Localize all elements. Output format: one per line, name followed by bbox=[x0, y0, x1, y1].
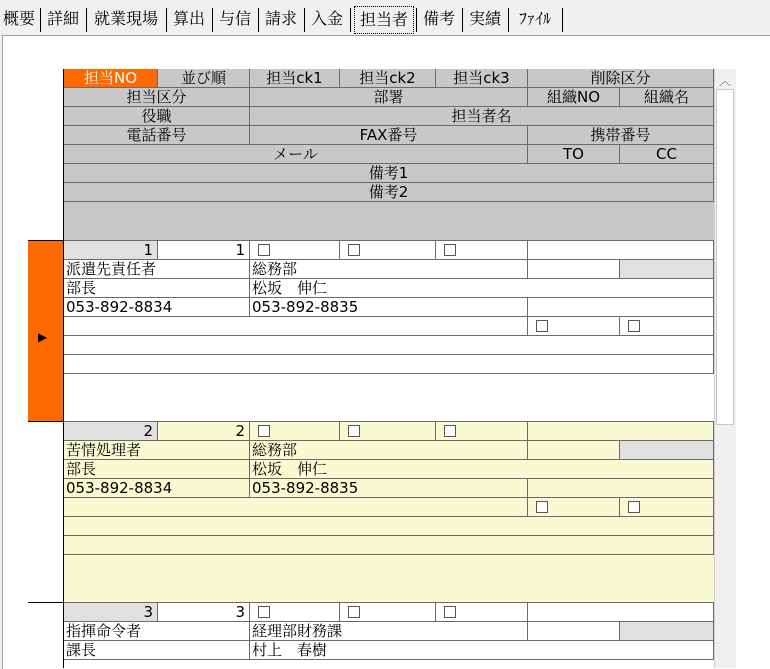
record-selector-2[interactable] bbox=[28, 422, 64, 603]
tab-separator bbox=[508, 8, 509, 32]
tab-separator bbox=[416, 8, 417, 32]
tab-separator bbox=[86, 8, 87, 32]
contact-name-cell[interactable]: 松坂 伸仁 bbox=[250, 460, 714, 479]
check1-checkbox[interactable] bbox=[258, 244, 270, 256]
notes1-cell[interactable] bbox=[64, 517, 714, 536]
tab-worksite[interactable]: 就業現場 bbox=[93, 9, 158, 28]
tab-contacts[interactable]: 担当者 bbox=[354, 6, 414, 34]
check3-cell bbox=[436, 422, 528, 441]
check1-checkbox[interactable] bbox=[258, 606, 270, 618]
contact-type-cell[interactable]: 指揮命令者 bbox=[64, 622, 250, 641]
header-contact-type[interactable]: 担当区分 bbox=[64, 88, 250, 107]
fax-cell[interactable]: 053-892-8835 bbox=[250, 479, 528, 498]
delete-type-cell[interactable] bbox=[528, 422, 714, 441]
header-corner bbox=[28, 69, 64, 241]
record-selector-1[interactable] bbox=[28, 241, 64, 422]
header-department[interactable]: 部署 bbox=[250, 88, 528, 107]
check1-cell bbox=[250, 241, 340, 260]
header-check3[interactable]: 担当ck3 bbox=[436, 69, 528, 88]
cc-checkbox[interactable] bbox=[628, 501, 640, 513]
cc-checkbox[interactable] bbox=[628, 320, 640, 332]
header-notes2[interactable]: 備考2 bbox=[64, 183, 714, 202]
tab-separator bbox=[258, 8, 259, 32]
check1-cell bbox=[250, 603, 340, 622]
to-checkbox[interactable] bbox=[536, 320, 548, 332]
notes2-cell[interactable] bbox=[64, 536, 714, 555]
check1-checkbox[interactable] bbox=[258, 425, 270, 437]
department-cell[interactable]: 経理部財務課 bbox=[250, 622, 528, 641]
header-spacer bbox=[64, 202, 714, 241]
record-order[interactable]: 3 bbox=[158, 603, 250, 622]
check3-cell bbox=[436, 241, 528, 260]
record-spacer bbox=[64, 555, 714, 603]
contact-name-cell[interactable]: 松坂 伸仁 bbox=[250, 279, 714, 298]
check2-checkbox[interactable] bbox=[348, 244, 360, 256]
tab-details[interactable]: 詳細 bbox=[46, 9, 79, 28]
tab-file[interactable]: ﾌｧｲﾙ bbox=[518, 9, 551, 28]
position-cell[interactable]: 課長 bbox=[64, 641, 250, 660]
check3-checkbox[interactable] bbox=[444, 244, 456, 256]
contact-type-cell[interactable]: 派遣先責任者 bbox=[64, 260, 250, 279]
check2-cell bbox=[340, 241, 436, 260]
cc-cell bbox=[620, 317, 714, 336]
header-check1[interactable]: 担当ck1 bbox=[250, 69, 340, 88]
header-delete-type[interactable]: 削除区分 bbox=[528, 69, 714, 88]
record-order[interactable]: 2 bbox=[158, 422, 250, 441]
record-no: 2 bbox=[64, 422, 158, 441]
check2-checkbox[interactable] bbox=[348, 606, 360, 618]
org-name-cell bbox=[620, 260, 714, 279]
record-no: 1 bbox=[64, 241, 158, 260]
email-cell[interactable] bbox=[64, 317, 528, 336]
delete-type-cell[interactable] bbox=[528, 603, 714, 622]
fax-cell[interactable]: 053-892-8835 bbox=[250, 298, 528, 317]
check3-checkbox[interactable] bbox=[444, 425, 456, 437]
header-sort-order[interactable]: 並び順 bbox=[158, 69, 250, 88]
header-phone[interactable]: 電話番号 bbox=[64, 126, 250, 145]
department-cell[interactable]: 総務部 bbox=[250, 441, 528, 460]
tab-billing[interactable]: 請求 bbox=[264, 9, 297, 28]
email-cell[interactable] bbox=[64, 498, 528, 517]
check2-checkbox[interactable] bbox=[348, 425, 360, 437]
tab-separator bbox=[40, 8, 41, 32]
record-order[interactable]: 1 bbox=[158, 241, 250, 260]
tab-overview[interactable]: 概要 bbox=[2, 9, 35, 28]
mobile-cell[interactable] bbox=[528, 479, 714, 498]
header-cc[interactable]: CC bbox=[620, 145, 714, 164]
header-fax[interactable]: FAX番号 bbox=[250, 126, 528, 145]
delete-type-cell[interactable] bbox=[528, 241, 714, 260]
tab-separator bbox=[304, 8, 305, 32]
header-contact-no[interactable]: 担当NO bbox=[64, 69, 158, 88]
header-org-no[interactable]: 組織NO bbox=[528, 88, 620, 107]
header-mobile[interactable]: 携帯番号 bbox=[528, 126, 714, 145]
header-check2[interactable]: 担当ck2 bbox=[340, 69, 436, 88]
contact-type-cell[interactable]: 苦情処理者 bbox=[64, 441, 250, 460]
mobile-cell[interactable] bbox=[528, 298, 714, 317]
header-to[interactable]: TO bbox=[528, 145, 620, 164]
record-selector-3[interactable] bbox=[28, 603, 64, 668]
org-name-cell bbox=[620, 622, 714, 641]
scrollbar-thumb[interactable] bbox=[716, 89, 734, 425]
record-spacer bbox=[64, 374, 714, 422]
notes2-cell[interactable] bbox=[64, 355, 714, 374]
tab-credit[interactable]: 与信 bbox=[218, 9, 251, 28]
position-cell[interactable]: 部長 bbox=[64, 460, 250, 479]
tab-notes[interactable]: 備考 bbox=[422, 9, 455, 28]
play-triangle-icon: ▶ bbox=[38, 330, 48, 344]
check3-checkbox[interactable] bbox=[444, 606, 456, 618]
tab-separator bbox=[350, 8, 351, 32]
header-email[interactable]: メール bbox=[64, 145, 528, 164]
tab-bar bbox=[0, 0, 770, 36]
record-no: 3 bbox=[64, 603, 158, 622]
header-contact-name[interactable]: 担当者名 bbox=[250, 107, 714, 126]
tab-separator bbox=[562, 8, 563, 32]
tab-calc[interactable]: 算出 bbox=[172, 9, 205, 28]
header-notes1[interactable]: 備考1 bbox=[64, 164, 714, 183]
to-cell bbox=[528, 317, 620, 336]
tab-results[interactable]: 実績 bbox=[468, 9, 501, 28]
check3-cell bbox=[436, 603, 528, 622]
check1-cell bbox=[250, 422, 340, 441]
check2-cell bbox=[340, 603, 436, 622]
chevron-up-icon[interactable]: ︿ bbox=[718, 74, 731, 88]
check2-cell bbox=[340, 422, 436, 441]
tab-payment[interactable]: 入金 bbox=[310, 9, 343, 28]
phone-cell[interactable]: 053-892-8834 bbox=[64, 298, 250, 317]
header-org-name[interactable]: 組織名 bbox=[620, 88, 714, 107]
tab-separator bbox=[166, 8, 167, 32]
notes1-cell[interactable] bbox=[64, 336, 714, 355]
org-no-cell[interactable] bbox=[528, 622, 620, 641]
tab-separator bbox=[212, 8, 213, 32]
org-no-cell[interactable] bbox=[528, 441, 620, 460]
contact-name-cell[interactable]: 村上 春樹 bbox=[250, 641, 714, 660]
position-cell[interactable]: 部長 bbox=[64, 279, 250, 298]
org-no-cell[interactable] bbox=[528, 260, 620, 279]
tab-separator bbox=[462, 8, 463, 32]
to-cell bbox=[528, 498, 620, 517]
org-name-cell bbox=[620, 441, 714, 460]
department-cell[interactable]: 総務部 bbox=[250, 260, 528, 279]
to-checkbox[interactable] bbox=[536, 501, 548, 513]
cc-cell bbox=[620, 498, 714, 517]
phone-cell[interactable]: 053-892-8834 bbox=[64, 479, 250, 498]
header-position[interactable]: 役職 bbox=[64, 107, 250, 126]
